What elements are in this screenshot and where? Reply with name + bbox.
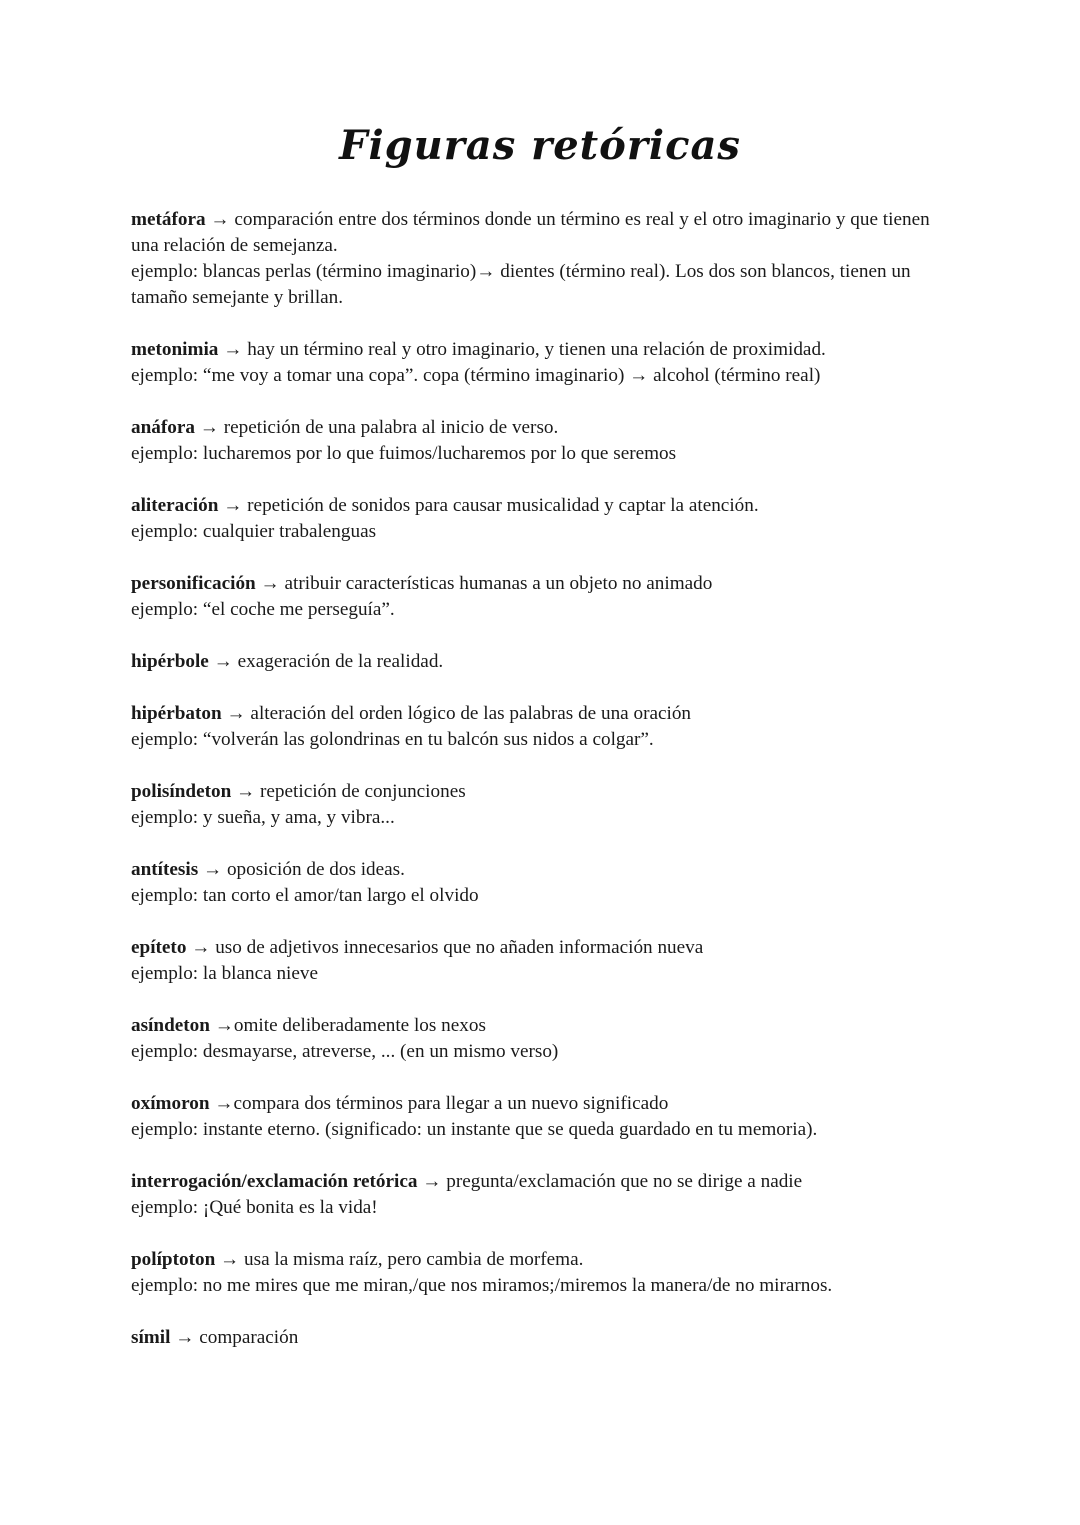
entry-definition: [131, 1169, 961, 1195]
entry-def: → atribuir características humanas a un objeto no animado: [255, 573, 713, 594]
entry-term: políptoton: [131, 1249, 216, 1270]
entry-example: ejemplo: tan corto el amor/tan largo el olvido: [131, 885, 479, 906]
page-title: Figuras retóricas: [339, 122, 741, 169]
entry-definition: [131, 415, 961, 441]
entry-term: asíndeton: [131, 1015, 210, 1036]
entry-definition: [131, 1091, 961, 1117]
entry-def: → repetición de sonidos para causar musicalidad y captar la atención.: [218, 495, 759, 516]
entry-example: ejemplo: “el coche me perseguía”.: [131, 599, 395, 620]
entry-term: personificación: [131, 573, 256, 594]
entry-definition: [131, 857, 961, 883]
entry-definition: [131, 207, 961, 259]
entry-definition: [131, 649, 961, 675]
entry-definition: [131, 1247, 961, 1273]
entry-def: → comparación entre dos términos donde un término es real y el otro imaginario y que tienen una relación de semejanza.: [131, 209, 930, 256]
entry-def: → usa la misma raíz, pero cambia de morfema.: [215, 1249, 584, 1270]
entry-example: ejemplo: instante eterno. (significado: un instante que se queda guardado en tu memoria).: [131, 1119, 818, 1140]
list-item-hiperbole: [131, 649, 961, 675]
entry-definition: [131, 337, 961, 363]
entry-term: símil: [131, 1327, 171, 1348]
entry-term: anáfora: [131, 417, 195, 438]
entry-def: → pregunta/exclamación que no se dirige a nadie: [417, 1171, 803, 1192]
entry-definition: [131, 701, 961, 727]
entry-example: ejemplo: “me voy a tomar una copa”. copa (término imaginario) → alcohol (término real): [131, 365, 821, 386]
list-item-simil: [131, 1325, 961, 1351]
entry-example: ejemplo: cualquier trabalenguas: [131, 521, 377, 542]
entry-example: ejemplo: lucharemos por lo que fuimos/lucharemos por lo que seremos: [131, 443, 677, 464]
entry-term: metáfora: [131, 209, 206, 230]
list-item-oximoron: [131, 1091, 961, 1143]
entry-example: ejemplo: y sueña, y ama, y vibra...: [131, 807, 395, 828]
list-item-metonimia: [131, 337, 961, 389]
entry-definition: [131, 493, 961, 519]
entry-example: ejemplo: no me mires que me miran,/que nos miramos;/miremos la manera/de no mirarnos.: [131, 1275, 833, 1296]
entry-definition: [131, 779, 961, 805]
entry-example: ejemplo: ¡Qué bonita es la vida!: [131, 1197, 378, 1218]
entry-definition: [131, 1013, 961, 1039]
list-item-poliptoton: [131, 1247, 961, 1299]
entry-definition: [131, 1325, 961, 1351]
entry-definition: [131, 935, 961, 961]
list-item-anafora: [131, 415, 961, 467]
entry-term: hipérbaton: [131, 703, 222, 724]
entry-example: ejemplo: “volverán las golondrinas en tu balcón sus nidos a colgar”.: [131, 729, 654, 750]
list-item-asindeton: [131, 1013, 961, 1065]
entry-term: hipérbole: [131, 651, 209, 672]
entry-term: aliteración: [131, 495, 219, 516]
entry-def: → hay un término real y otro imaginario, y tienen una relación de proximidad.: [218, 339, 826, 360]
entry-term: interrogación/exclamación retórica: [131, 1171, 418, 1192]
entry-example: ejemplo: desmayarse, atreverse, ... (en un mismo verso): [131, 1041, 559, 1062]
list-item-metafora: [131, 207, 961, 311]
entry-def: → repetición de conjunciones: [231, 781, 466, 802]
list-item-epiteto: [131, 935, 961, 987]
entry-term: polisíndeton: [131, 781, 232, 802]
list-item-hiperbaton: [131, 701, 961, 753]
entry-def: → oposición de dos ideas.: [198, 859, 405, 880]
list-item-antitesis: [131, 857, 961, 909]
entry-def: → alteración del orden lógico de las palabras de una oración: [221, 703, 692, 724]
list-item-interrogacion: [131, 1169, 961, 1221]
entry-def: → uso de adjetivos innecesarios que no añaden información nueva: [186, 937, 704, 958]
entry-def: → repetición de una palabra al inicio de verso.: [194, 417, 559, 438]
list-item-polisindeton: [131, 779, 961, 831]
entry-term: antítesis: [131, 859, 199, 880]
entry-def: →omite deliberadamente los nexos: [209, 1015, 486, 1036]
entry-example: ejemplo: la blanca nieve: [131, 963, 318, 984]
entry-def: →compara dos términos para llegar a un nuevo significado: [209, 1093, 669, 1114]
list-item-aliteracion: [131, 493, 961, 545]
entry-term: metonimia: [131, 339, 219, 360]
entry-term: oxímoron: [131, 1093, 210, 1114]
list-item-personificacion: [131, 571, 961, 623]
figures-list: [131, 207, 961, 1377]
entry-definition: [131, 571, 961, 597]
entry-def: → exageración de la realidad.: [208, 651, 444, 672]
entry-example: ejemplo: blancas perlas (término imaginario)→ dientes (término real). Los dos son blancos, tienen un tamaño semejante y brillan.: [131, 261, 911, 308]
entry-term: epíteto: [131, 937, 187, 958]
entry-def: → comparación: [170, 1327, 299, 1348]
